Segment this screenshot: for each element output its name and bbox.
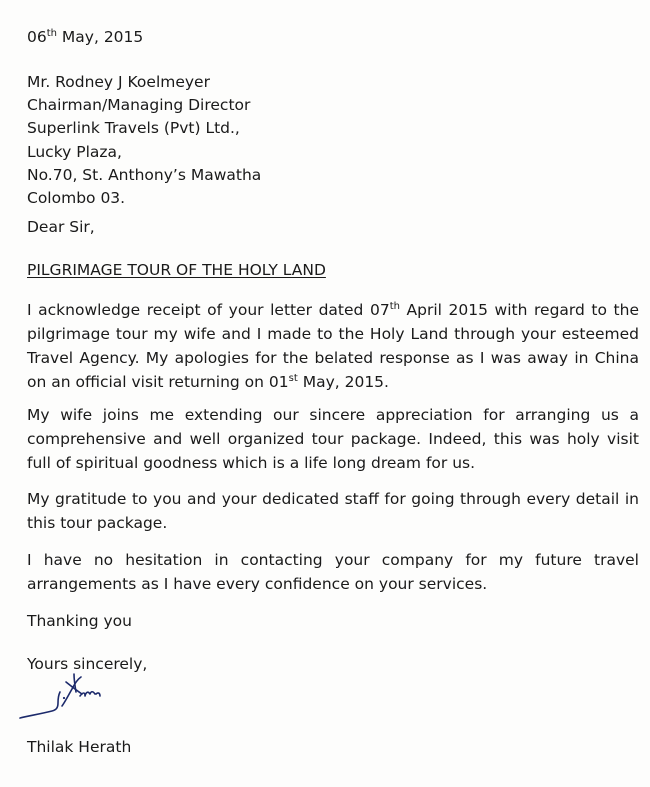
p1-text-b: April 2015 with regard to the pilgrimage tour my wife and I made to the Holy Land through your esteemed Travel Agency. My apologies for the belated response as I was away in China on an official visit returning on 01 <box>27 301 639 391</box>
recipient-title: Chairman/Managing Director <box>27 96 251 115</box>
subject-line: PILGRIMAGE TOUR OF THE HOLY LAND <box>27 261 326 279</box>
thanking-line: Thanking you <box>27 612 132 630</box>
handwritten-signature <box>18 672 118 730</box>
salutation: Dear Sir, <box>27 218 95 236</box>
recipient-address <box>27 71 261 210</box>
p1-sup-b: st <box>288 373 298 384</box>
date-day: 06 <box>27 28 47 46</box>
recipient-building: Lucky Plaza, <box>27 142 122 161</box>
paragraph-future: I have no hesitation in contacting your company for my future travel arrangements as I have every confidence on your services. <box>27 551 639 593</box>
p1-text-c: May, 2015. <box>297 373 389 391</box>
recipient-city: Colombo 03. <box>27 189 126 208</box>
letter-date <box>27 28 143 46</box>
recipient-street: No.70, St. Anthony’s Mawatha <box>27 165 262 184</box>
date-rest: May, 2015 <box>57 28 144 46</box>
p1-text-a: I acknowledge receipt of your letter dated 07 <box>27 301 390 319</box>
paragraph-acknowledgement <box>27 298 639 394</box>
closing-line: Yours sincerely, <box>27 655 148 673</box>
paragraph-gratitude: My gratitude to you and your dedicated staff for going through every detail in this tour package. <box>27 490 639 532</box>
signer-name: Thilak Herath <box>27 738 132 756</box>
p1-sup-a: th <box>389 301 400 312</box>
paragraph-appreciation: My wife joins me extending our sincere appreciation for arranging us a comprehensive and well organized tour package. Indeed, this was holy visit full of spiritual goodness which is a life long dream for us. <box>27 406 639 472</box>
recipient-company: Superlink Travels (Pvt) Ltd., <box>27 119 240 138</box>
recipient-name: Mr. Rodney J Koelmeyer <box>27 73 210 91</box>
date-suffix: th <box>46 28 57 39</box>
